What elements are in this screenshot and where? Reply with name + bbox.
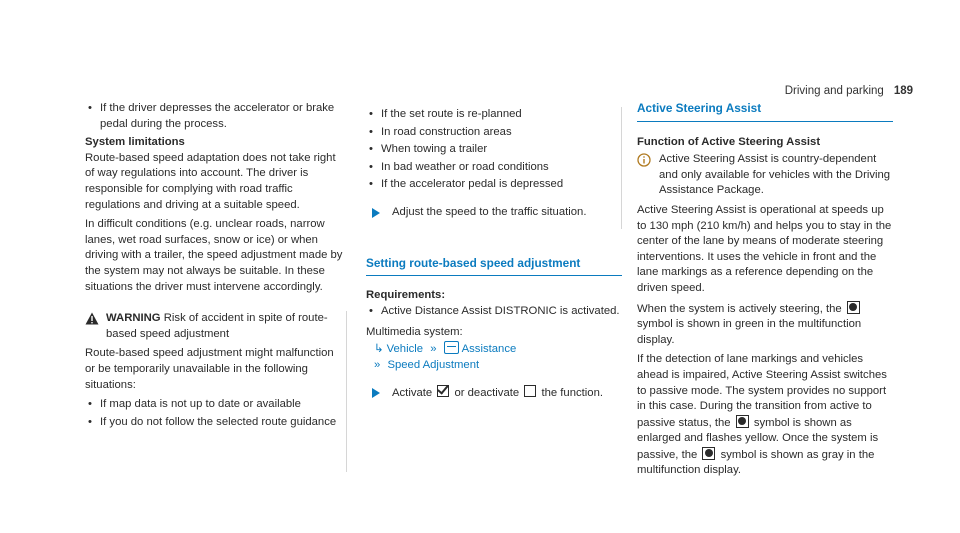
section-heading: Active Steering Assist [637, 101, 893, 122]
function-heading: Function of Active Steering Assist [637, 135, 821, 148]
warning-box [85, 311, 347, 472]
limits-paragraph-2: In difficult conditions (e.g. unclear roads, narrow lanes, wet road surfaces, snow or ice) or when driving with a trailer, the speed adjustment made by the system may not always be suitable. In these situations the driver must intervene accordingly. [85, 218, 343, 293]
checkbox-checked-icon [437, 385, 449, 397]
column-middle [366, 107, 622, 402]
section-heading: Setting route-based speed adjustment [366, 256, 622, 277]
checkbox-empty-icon [524, 385, 536, 397]
path-separator-icon: » [430, 342, 437, 355]
warning-box-continued [366, 107, 622, 229]
multimedia-label: Multimedia system: [366, 326, 463, 339]
warning-header [85, 311, 338, 342]
paragraph-passive-mode [637, 352, 893, 479]
page-number: 189 [893, 85, 913, 97]
steering-wheel-icon [702, 447, 715, 460]
text-fragment: symbol is shown in green in the multifunction display. [637, 318, 862, 346]
action-step [366, 205, 613, 221]
column-right [637, 101, 893, 483]
list-item: • If the accelerator pedal is depressed [366, 177, 613, 193]
step-text: Adjust the speed to the traffic situation. [392, 205, 587, 218]
menu-path [366, 341, 622, 373]
warning-label: WARNING [106, 312, 161, 325]
warning-triangle-icon [85, 312, 99, 325]
step-text: the function. [541, 387, 603, 400]
menu-speed-adjustment[interactable]: Speed Adjustment [387, 358, 480, 371]
step-text: or deactivate [454, 387, 520, 400]
text-fragment: If the detection of lane markings and vehicles ahead is impaired, Active Steering Assist switches to passive mode. The system provides no support in this case. During the transition from active to passive status, the [637, 353, 887, 429]
limits-paragraph-1: Route-based speed adaptation does not take right of way regulations into account. The driver is responsible for complying with road traffic regulations and driving at a suitable speed. [85, 151, 336, 211]
assistance-car-icon [444, 341, 459, 354]
return-arrow-icon: ↳ [374, 342, 384, 355]
text-fragment: symbol is shown as enlarged and flashes yellow. Once the system is passive, the [637, 416, 879, 461]
action-step [366, 385, 622, 402]
list-item: • When towing a trailer [366, 142, 613, 158]
step-text: Activate [392, 387, 433, 400]
text-fragment: When the system is actively steering, the [637, 302, 842, 315]
paragraph-operation: Active Steering Assist is operational at speeds up to 130 mph (210 km/h) and helps you to stay in the center of the lane by means of moderate steering interventions. It uses the vehicle in front and the lane markings as a reference depending on the driven speed. [637, 203, 892, 294]
list-item: • If the driver depresses the accelerator or brake pedal during the process. [85, 101, 347, 132]
requirements-heading: Requirements: [366, 289, 446, 302]
list-item: • In road construction areas [366, 125, 613, 141]
steering-wheel-icon [847, 301, 860, 314]
condition-list [366, 107, 613, 193]
warning-list [85, 397, 338, 430]
steering-wheel-icon [736, 415, 749, 428]
step-arrow-icon [372, 208, 380, 218]
warning-text: Route-based speed adjustment might malfunction or be temporarily unavailable in the following situations: [85, 347, 334, 391]
list-item: • In bad weather or road conditions [366, 160, 613, 176]
paragraph-active-steering [637, 301, 893, 349]
info-icon [637, 153, 651, 167]
step-arrow-icon [372, 388, 380, 398]
text-fragment: symbol is shown as gray in the multifunction display. [637, 448, 875, 477]
list-item: • If you do not follow the selected route guidance [85, 415, 338, 431]
menu-assistance[interactable]: Assistance [461, 342, 517, 355]
warning-title: Risk of accident in spite of route-based speed adjustment [106, 312, 328, 340]
top-bullet-list [85, 101, 347, 132]
list-item: • If map data is not up to date or available [85, 397, 338, 413]
menu-vehicle[interactable]: Vehicle [386, 342, 424, 355]
info-text: Active Steering Assist is country-dependent and only available for vehicles with the Driving Assistance Package. [659, 153, 891, 197]
list-item: • If the set route is re-planned [366, 107, 613, 123]
path-separator-icon: » [374, 358, 381, 371]
column-left [85, 101, 347, 472]
section-title: Driving and parking [784, 85, 884, 97]
list-item: • Active Distance Assist DISTRONIC is activated. [366, 304, 622, 320]
page-header [785, 84, 913, 100]
requirements-list [366, 304, 622, 320]
info-note [637, 152, 893, 199]
limits-heading: System limitations [85, 136, 185, 149]
